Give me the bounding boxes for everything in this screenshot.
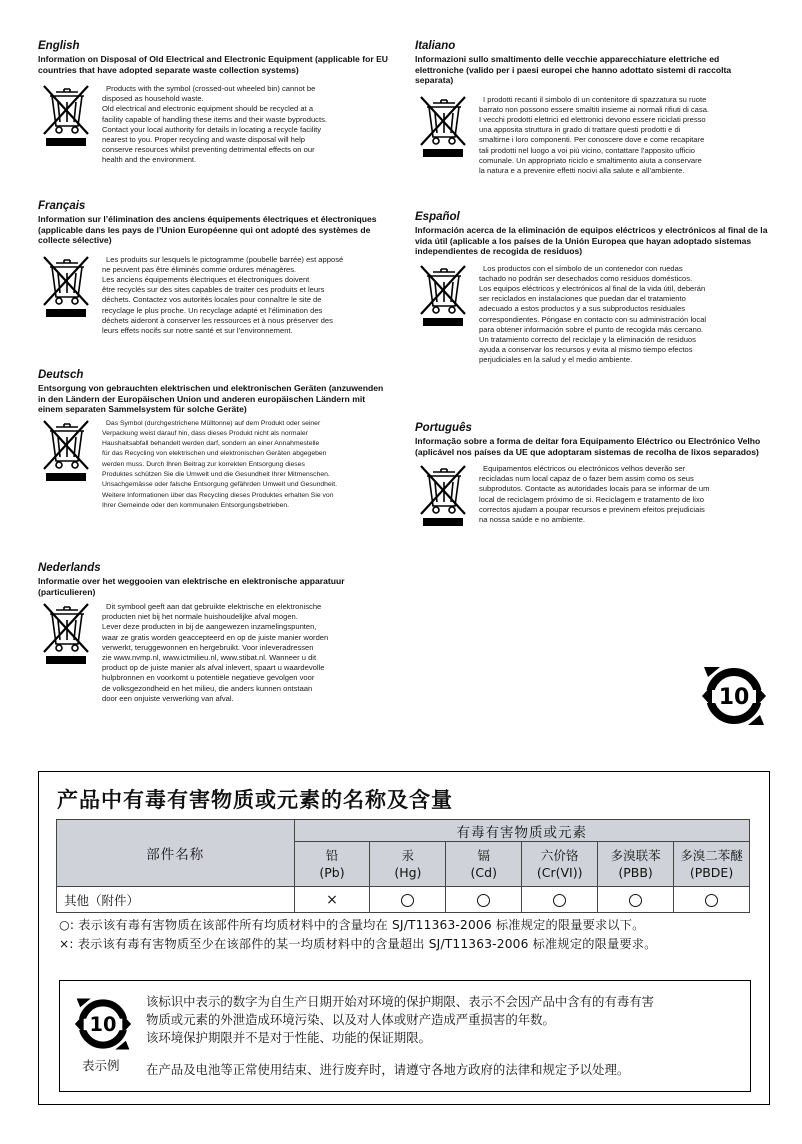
section-italiano bbox=[415, 40, 770, 176]
lang-heading: Español bbox=[415, 211, 460, 223]
text-line: una apposita struttura in grado di trattare questi prodotti e di bbox=[479, 125, 681, 135]
text-line: subprodutos. Contacte as autoridades locais para se informar de um bbox=[479, 484, 710, 494]
text-line: déchets aideront à conserver les ressources et à nous préserver des bbox=[102, 315, 333, 325]
text-line: waar ze gratis worden geaccepteerd en op de juiste manier worden bbox=[102, 632, 329, 642]
weee-bin-icon bbox=[417, 462, 473, 528]
epup-number: 10 bbox=[89, 1013, 117, 1037]
text-line: hulpbronnen en voorkomt u potentiële negatieve gevolgen voor bbox=[102, 673, 315, 683]
element-name: 汞 bbox=[401, 848, 415, 864]
text-line: être recyclés sur des sites capables de traiter ces produits et leurs bbox=[102, 285, 325, 295]
lang-text bbox=[473, 93, 709, 177]
circle-mark bbox=[553, 894, 566, 907]
element-symbol: (PBB) bbox=[618, 865, 653, 881]
text-line: Ihrer Gemeinde oder den kommunalen Entsorgungsbetrieben. bbox=[102, 501, 290, 509]
element-header bbox=[294, 842, 370, 887]
lang-subtitle: Information sur l’élimination des anciens équipements électriques et électroniques (applicable dans les pays de l’Union Européenne qui ont adopté des systèmes de collecte sélective) bbox=[38, 214, 377, 245]
note-line: 该环境保护期限并不是对于性能、功能的保证期限。 bbox=[146, 1030, 431, 1045]
lang-subtitle: Entsorgung von gebrauchten elektrischen und elektronischen Geräten (anzuwenden in den Ländern der Europäischen Union und anderen europäischen Ländern mit einem separaten Sammelsystem für solche Geräte) bbox=[38, 383, 384, 414]
text-line: ser reciclados en instalaciones que puedan dar el tratamiento bbox=[479, 294, 686, 304]
element-symbol: (Hg) bbox=[394, 865, 422, 881]
lang-heading: Português bbox=[415, 422, 472, 434]
text-line: para obtener información sobre el punto de recogida más cercano. bbox=[479, 324, 704, 334]
epup-note-box bbox=[59, 980, 751, 1092]
section-english bbox=[38, 40, 390, 166]
circle-mark bbox=[705, 894, 718, 907]
text-line: für das Recycling von elektrischen und elektronischen Geräten abgegeben bbox=[102, 450, 327, 458]
text-line: comunale. Un appropriato riciclo e smaltimento aiuta a conservare bbox=[479, 155, 702, 165]
section-francais bbox=[38, 200, 388, 336]
text-line: product op de juiste manier als afval inlevert, spaart u waardevolle bbox=[102, 663, 325, 673]
epup-10-icon bbox=[73, 995, 133, 1058]
epup-10-icon bbox=[700, 663, 768, 734]
text-line: Los productos con el símbolo de un contenedor con ruedas bbox=[483, 263, 683, 273]
text-line: Les produits sur lesquels le pictogramme (poubelle barrée) est apposé bbox=[106, 254, 344, 264]
text-line: Equipamentos eléctricos ou electrónicos velhos deverão ser bbox=[483, 464, 686, 473]
element-header bbox=[674, 842, 750, 887]
element-symbol: (Cd) bbox=[470, 865, 497, 881]
element-symbol: (PBDE) bbox=[689, 865, 734, 881]
circle-mark bbox=[401, 894, 414, 907]
epup-number: 10 bbox=[718, 685, 750, 710]
text-line: Products with the symbol (crossed-out wheeled bin) cannot be bbox=[106, 84, 316, 93]
text-line: facility capable of handling these items and their waste byproducts. bbox=[102, 114, 327, 124]
text-line: Produktes schützen Sie die Umwelt und die Gesundheit Ihrer Mitmenschen. bbox=[102, 470, 330, 478]
lang-subtitle: Informazioni sullo smaltimento delle vecchie apparecchiature elettriche ed elettroniche (valido per i paesi europei che hanno adottato sistemi di raccolta separata) bbox=[415, 54, 732, 85]
text-line: Das Symbol (durchgestrichene Mülltonne) auf dem Produkt oder seiner bbox=[106, 419, 321, 427]
note-line: 物质或元素的外泄造成环境污染、以及对人体或财产造成严重损害的年数。 bbox=[146, 1012, 555, 1027]
lang-text bbox=[473, 262, 706, 366]
epup-note bbox=[146, 993, 654, 1047]
element-symbol: (Pb) bbox=[319, 865, 345, 881]
element-name: 铅 bbox=[325, 848, 339, 864]
text-line: Verpackung weist darauf hin, dass dieses Produkt nicht als normaler bbox=[102, 429, 308, 437]
text-line: nearest to you. Proper recycling and waste disposal will help bbox=[102, 135, 306, 145]
hazard-mark bbox=[294, 887, 370, 913]
text-line: door een onjuiste verwerking van afval. bbox=[102, 693, 234, 703]
hazard-mark bbox=[674, 887, 750, 913]
weee-bin-icon bbox=[417, 262, 473, 366]
section-deutsch bbox=[38, 369, 390, 511]
col-group-header: 有毒有害物质或元素 bbox=[294, 820, 749, 842]
hazard-mark bbox=[370, 887, 446, 913]
text-line: leurs effets nocifs sur notre santé et sur l’environnement. bbox=[102, 325, 293, 335]
element-header bbox=[522, 842, 598, 887]
text-line: la natura e a prevenire effetti nocivi alla salute e all’ambiente. bbox=[479, 165, 685, 175]
text-line: I prodotti recanti il simbolo di un contenitore di spazzatura su ruote bbox=[483, 94, 707, 104]
hazard-table bbox=[56, 819, 750, 913]
epup-caption: 表示例 bbox=[82, 1058, 120, 1073]
weee-bin-icon bbox=[40, 417, 96, 512]
text-line: barrato non possono essere smaltiti insieme ai normali rifiuti di casa. bbox=[479, 104, 710, 114]
table-row bbox=[57, 887, 750, 913]
text-line: Unsachgemässe oder falsche Entsorgung gefährden Umwelt und Gesundheit. bbox=[102, 481, 338, 489]
element-name: 多溴联苯 bbox=[610, 848, 661, 864]
cross-mark: × bbox=[326, 891, 338, 908]
text-line: adecuado a estos productos y a sus subproductos residuales bbox=[479, 304, 686, 314]
text-line: I vecchi prodotti elettrici ed elettronici devono essere riciclati presso bbox=[479, 114, 706, 124]
weee-bin-icon bbox=[417, 93, 473, 177]
circle-mark bbox=[629, 894, 642, 907]
element-header bbox=[598, 842, 674, 887]
text-line: Weitere Informationen über das Recycling dieses Produktes erhalten Sie von bbox=[102, 491, 334, 499]
text-line: Un tratamiento correcto del reciclaje y la eliminación de residuos bbox=[479, 334, 696, 344]
hazard-mark bbox=[522, 887, 598, 913]
lang-heading: English bbox=[38, 40, 80, 52]
disposal-line: 在产品及电池等正常使用结束、进行废弃时，请遵守各地方政府的法律和规定予以处理。 bbox=[146, 1062, 630, 1077]
lang-subtitle: Informatie over het weggooien van elektrische en elektronische apparatuur (particulieren) bbox=[38, 576, 345, 597]
lang-subtitle: Information on Disposal of Old Electrical and Electronic Equipment (applicable for EU countries that have adopted separate waste collection systems) bbox=[38, 54, 389, 75]
text-line: déchets. Contactez vos autorités locales pour connaître le site de bbox=[102, 295, 322, 305]
text-line: correspondientes. Póngase en contacto con su administración local bbox=[479, 314, 707, 324]
text-line: recicladas num local capaz de o fazer bem assim como os seus bbox=[479, 474, 694, 484]
lang-text bbox=[96, 82, 327, 166]
text-line: verwerkt, teruggewonnen en hergebruikt. Voor inleveradressen bbox=[102, 642, 314, 652]
element-name: 六价铬 bbox=[540, 848, 579, 864]
hazard-mark bbox=[446, 887, 522, 913]
element-header bbox=[370, 842, 446, 887]
text-line: zie www.nvmp.nl, www.ictmilieu.nl, www.stibat.nl. Wanneer u dit bbox=[102, 653, 317, 663]
text-line: Dit symbool geeft aan dat gebruikte elektrische en elektronische bbox=[106, 602, 322, 611]
text-line: ayuda a conservar los recursos y evita al mismo tiempo efectos bbox=[479, 345, 693, 355]
lang-text bbox=[96, 600, 328, 704]
lang-heading: Italiano bbox=[415, 40, 456, 52]
text-line: Old electrical and electronic equipment should be recycled at a bbox=[102, 104, 314, 114]
text-line: Les anciens équipements électriques et électroniques doivent bbox=[102, 274, 310, 284]
lang-text bbox=[96, 253, 343, 337]
section-nederlands bbox=[38, 562, 388, 704]
text-line: local de reciclagem próximo de si. Reciclagem e tratamento de lixo bbox=[479, 494, 704, 504]
part-name: 其他（附件） bbox=[57, 887, 295, 913]
text-line: conserve resources whilst preventing detrimental effects on our bbox=[102, 145, 315, 155]
lang-subtitle: Informação sobre a forma de deitar fora Equipamento Eléctrico ou Electrónico Velho (aplicável nos países da UE que adoptaram sistemas de recolha de lixos separados) bbox=[415, 436, 761, 457]
legend-o: ○: 表示该有毒有害物质在该部件所有均质材料中的含量均在 SJ/T11363-2006 标准规定的限量要求以下。 bbox=[59, 918, 645, 932]
weee-bin-icon bbox=[40, 82, 96, 166]
weee-bin-icon bbox=[40, 253, 96, 337]
text-line: Los equipos eléctricos y electrónicos al final de la vida útil, deberán bbox=[479, 283, 706, 293]
text-line: recyclage le plus proche. Un recyclage adapté et l’élimination des bbox=[102, 305, 323, 315]
text-line: disposed as household waste. bbox=[102, 94, 204, 104]
section-espanol bbox=[415, 211, 770, 366]
china-title: 产品中有毒有害物质或元素的名称及含量 bbox=[57, 788, 453, 812]
lang-text bbox=[96, 417, 337, 512]
hazard-mark bbox=[598, 887, 674, 913]
text-line: de volksgezondheid en het milieu, die anders kunnen ontstaan bbox=[102, 683, 313, 693]
section-portugues bbox=[415, 422, 770, 528]
element-name: 多溴二苯醚 bbox=[680, 848, 743, 864]
text-line: werden muss. Durch Ihren Beitrag zur korrekten Entsorgung dieses bbox=[102, 460, 305, 468]
text-line: Contact your local authority for details in locating a recycle facility bbox=[102, 124, 322, 134]
element-name: 镉 bbox=[477, 848, 491, 864]
circle-mark bbox=[477, 894, 490, 907]
text-line: producten niet bij het normale huishoudelijke afval mogen. bbox=[102, 612, 298, 622]
text-line: tali prodotti nel luogo a voi più vicino, contattare l’apposito ufficio bbox=[479, 145, 695, 155]
text-line: correctos ajudam a poupar recursos e previnem efeitos prejudiciais bbox=[479, 504, 705, 514]
text-line: Lever deze producten in bij de aangewezen inzamelingspunten, bbox=[102, 622, 317, 632]
lang-heading: Deutsch bbox=[38, 369, 84, 381]
lang-subtitle: Información acerca de la eliminación de equipos eléctricos y electrónicos al final de la vida útil (aplicable a los países de la Unión Europea que hayan adoptado sistemas independientes de recogida de residuos) bbox=[415, 225, 768, 256]
lang-heading: Français bbox=[38, 200, 86, 212]
lang-heading: Nederlands bbox=[38, 562, 101, 574]
text-line: ne peuvent pas être éliminés comme ordures ménagères. bbox=[102, 264, 297, 274]
note-line: 该标识中表示的数字为自生产日期开始对环境的保护期限、表示不会因产品中含有的有毒有害 bbox=[146, 994, 655, 1009]
element-symbol: (Cr(VI)) bbox=[536, 865, 583, 881]
china-rohs-box bbox=[38, 771, 770, 1105]
weee-bin-icon bbox=[40, 600, 96, 704]
text-line: na nossa saúde e no ambiente. bbox=[479, 515, 585, 525]
text-line: smaltirne i loro componenti. Per conoscere dove e come recapitare bbox=[479, 135, 705, 145]
text-line: tachado no podrán ser desechados como residuos domésticos. bbox=[479, 273, 693, 283]
text-line: health and the environment. bbox=[102, 155, 197, 165]
lang-text bbox=[473, 462, 709, 528]
element-header bbox=[446, 842, 522, 887]
text-line: perjudiciales en la salud y el medio ambiente. bbox=[479, 355, 633, 365]
legend-x: ×: 表示该有毒有害物质至少在该部件的某一均质材料中的含量超出 SJ/T11363-2006 标准规定的限量要求。 bbox=[59, 937, 657, 951]
col-part-header: 部件名称 bbox=[57, 820, 295, 887]
text-line: Haushaltsabfall behandelt werden darf, sondern an einer Annahmestelle bbox=[102, 440, 320, 448]
